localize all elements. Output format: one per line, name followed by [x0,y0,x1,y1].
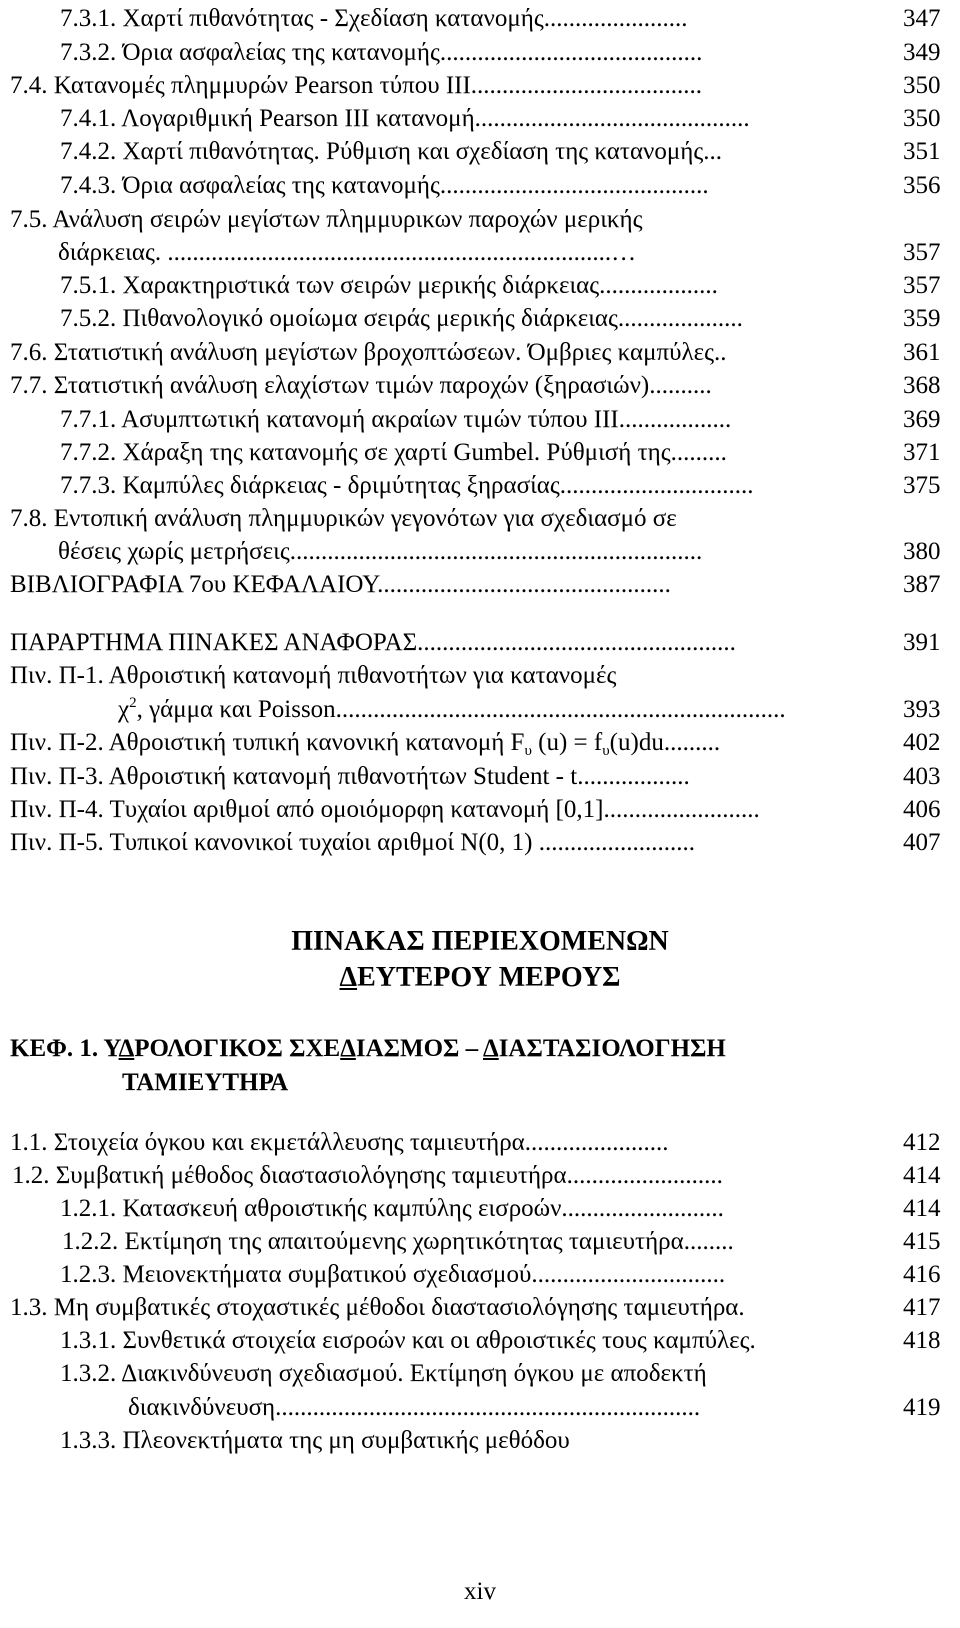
toc-entry-title: 7.5. Ανάλυση σειρών μεγίστων πλημμυρικων παροχών μερικής [10,206,643,233]
toc-entry-title: 7.4.2. Χαρτί πιθανότητας. Ρύθμιση και σχεδίαση της κατανομής... [60,138,722,165]
toc-entry-page: 415 [903,1228,941,1255]
toc-entry-title: 7.7. Στατιστική ανάλυση ελαχίστων τιμών παροχών (ξηρασιών).......... [10,372,712,399]
toc-entry-page: 347 [903,5,941,32]
toc-entry-title: 7.8. Εντοπική ανάλυση πλημμυρικών γεγονότων για σχεδιασμό σε [10,505,677,532]
toc-entry-title: Πιν. Π-5. Τυπικοί κανονικοί τυχαίοι αριθμοί Ν(0, 1) ......................... [10,829,695,856]
toc-entry-title [118,693,840,727]
toc-entry-title: 7.3.1. Χαρτί πιθανότητας - Σχεδίαση κατανομής....................... [60,5,688,32]
toc-entry-title: Πιν. Π-1. Αθροιστική κατανομή πιθανοτήτων για κατανομές [10,662,617,689]
toc-entry-title: 7.4. Κατανομές πλημμυρών Pearson τύπου ΙΙΙ..................................... [10,72,703,99]
toc-entry-title: διακινδύνευση.................................................................... [128,1394,701,1421]
toc-entry-page: 359 [903,305,941,332]
toc-entry-page: 391 [903,629,941,656]
chapter-text: Δ [340,1035,356,1062]
toc-entry-page: 417 [903,1294,941,1321]
chapter-title-line2: ΤΑΜΙΕΥΤΗΡΑ [122,1069,289,1096]
subscript: υ [602,743,610,759]
toc-entry-title: 1.3.2. Διακινδύνευση σχεδιασμού. Εκτίμηση όγκου με αποδεκτή [60,1360,707,1387]
toc-entry-page: 356 [903,172,941,199]
toc-entry-title: διάρκειας. .......................................................................… [58,239,637,266]
toc-entry-title: 1.3.1. Συνθετικά στοιχεία εισροών και οι αθροιστικές τους καμπύλες. [60,1327,756,1354]
title-text: , γάμμα και Poisson........................................................................ [136,696,786,723]
toc-entry-page: 361 [903,339,941,366]
heading-text: ΕΥΤΕΡΟΥ ΜΕΡΟΥΣ [357,962,621,993]
toc-entry-page: 402 [903,729,941,756]
toc-entry-page: 393 [903,696,941,723]
toc-entry-title: 1.3. Μη συμβατικές στοχαστικές μέθοδοι διαστασιολόγησης ταμιευτήρα. [10,1294,745,1321]
chapter-text: Δ [118,1035,135,1062]
toc-entry-title: 1.2.1. Κατασκευή αθροιστικής καμπύλης εισροών.......................... [60,1195,724,1222]
toc-entry-page: 406 [903,796,941,823]
section-heading-sub [0,960,960,996]
toc-entry-page: 380 [903,538,941,565]
chapter-text: ΙΑΣΜΟΣ – [355,1035,484,1062]
toc-entry-page: 414 [903,1195,941,1222]
toc-entry-page: 349 [903,39,941,66]
toc-entry-title: 1.2.2. Εκτίμηση της απαιτούμενης χωρητικότητας ταμιευτήρα........ [62,1228,734,1255]
toc-entry-page: 419 [903,1394,941,1421]
toc-entry-title: 7.3.2. Όρια ασφαλείας της κατανομής.......................................... [60,39,703,66]
toc-entry-page: 375 [903,472,941,499]
toc-entry-page: 412 [903,1129,941,1156]
toc-entry-title: 7.7.1. Ασυμπτωτική κατανομή ακραίων τιμών τύπου ΙΙΙ.................. [60,406,732,433]
toc-entry-page: 403 [903,763,941,790]
chapter-text: ΡΟΛΟΓΙΚΟΣ ΣΧΕ [134,1035,341,1062]
toc-entry-title: 1.2.3. Μειονεκτήματα συμβατικού σχεδιασμού............................... [60,1261,726,1288]
toc-entry-title: 7.4.1. Λογαριθμική Pearson ΙΙΙ κατανομή............................................ [60,105,750,132]
toc-entry-page: 416 [903,1261,941,1288]
toc-entry-title: 1.3.3. Πλεονεκτήματα της μη συμβατικής μεθόδου [60,1427,570,1454]
toc-entry-page: 407 [903,829,941,856]
toc-entry-page: 350 [903,72,941,99]
toc-entry-page: 357 [903,239,941,266]
toc-entry-page: 414 [903,1162,941,1189]
toc-entry-title: 7.5.2. Πιθανολογικό ομοίωμα σειράς μερικής διάρκειας.................... [60,305,743,332]
chapter-title [10,1032,726,1066]
toc-entry-page: 371 [903,439,941,466]
subscript: υ [524,743,532,759]
underlined-letter: Δ [339,962,358,993]
toc-entry-page: 369 [903,406,941,433]
section-heading: ΠΙΝΑΚΑΣ ΠΕΡΙΕΧΟΜΕΝΩΝ [291,926,669,957]
toc-entry-title: ΠΑΡΑΡΤΗΜΑ ΠΙΝΑΚΕΣ ΑΝΑΦΟΡΑΣ................................................... [10,629,736,656]
toc-entry-page: 350 [903,105,941,132]
toc-entry-title: θέσεις χωρίς μετρήσεις.................................................................. [58,538,703,565]
superscript: 2 [129,695,137,711]
title-text: Πιν. Π-2. Αθροιστική τυπική κανονική κατανομή F [10,729,525,756]
toc-entry-page: 357 [903,272,941,299]
toc-entry-title: Πιν. Π-4. Τυχαίοι αριθμοί από ομοιόμορφη κατανομή [0,1]......................... [10,796,760,823]
page-number: xiv [464,1578,496,1605]
toc-entry-page: 351 [903,138,941,165]
toc-entry-title: 1.2. Συμβατική μέθοδος διαστασιολόγησης ταμιευτήρα......................... [12,1162,723,1189]
chapter-text: Δ [483,1035,499,1062]
toc-entry-title: ΒΙΒΛΙΟΓΡΑΦΙΑ 7ου ΚΕΦΑΛΑΙΟΥ............................................... [10,571,671,598]
toc-entry-title [10,726,842,760]
chapter-text: ΙΑΣΤΑΣΙΟΛΟΓΗΣΗ [498,1035,726,1062]
toc-entry-page: 387 [903,571,941,598]
toc-entry-title: 7.7.2. Χάραξη της κατανομής σε χαρτί Gumbel. Ρύθμισή της......... [60,439,727,466]
toc-entry-title: 7.7.3. Καμπύλες διάρκειας - δριμύτητας ξηρασίας............................... [60,472,754,499]
chi-symbol: χ [118,696,130,723]
toc-entry-title: 1.1. Στοιχεία όγκου και εκμετάλλευσης ταμιευτήρα....................... [10,1129,669,1156]
toc-entry-title: 7.5.1. Χαρακτηριστικά των σειρών μερικής διάρκειας................... [60,272,718,299]
toc-entry-title: 7.4.3. Όρια ασφαλείας της κατανομής........................................... [60,172,709,199]
toc-entry-title: Πιν. Π-3. Αθροιστική κατανομή πιθανοτήτων Student - t.................. [10,763,690,790]
title-text: (u) = f [531,729,603,756]
toc-entry-title: 7.6. Στατιστική ανάλυση μεγίστων βροχοπτώσεων. Όμβριες καμπύλες.. [10,339,727,366]
toc-entry-page: 418 [903,1327,941,1354]
toc-entry-page: 368 [903,372,941,399]
chapter-text: ΚΕΦ. 1. Υ [10,1035,119,1062]
title-text: (u)du......... [609,729,721,756]
